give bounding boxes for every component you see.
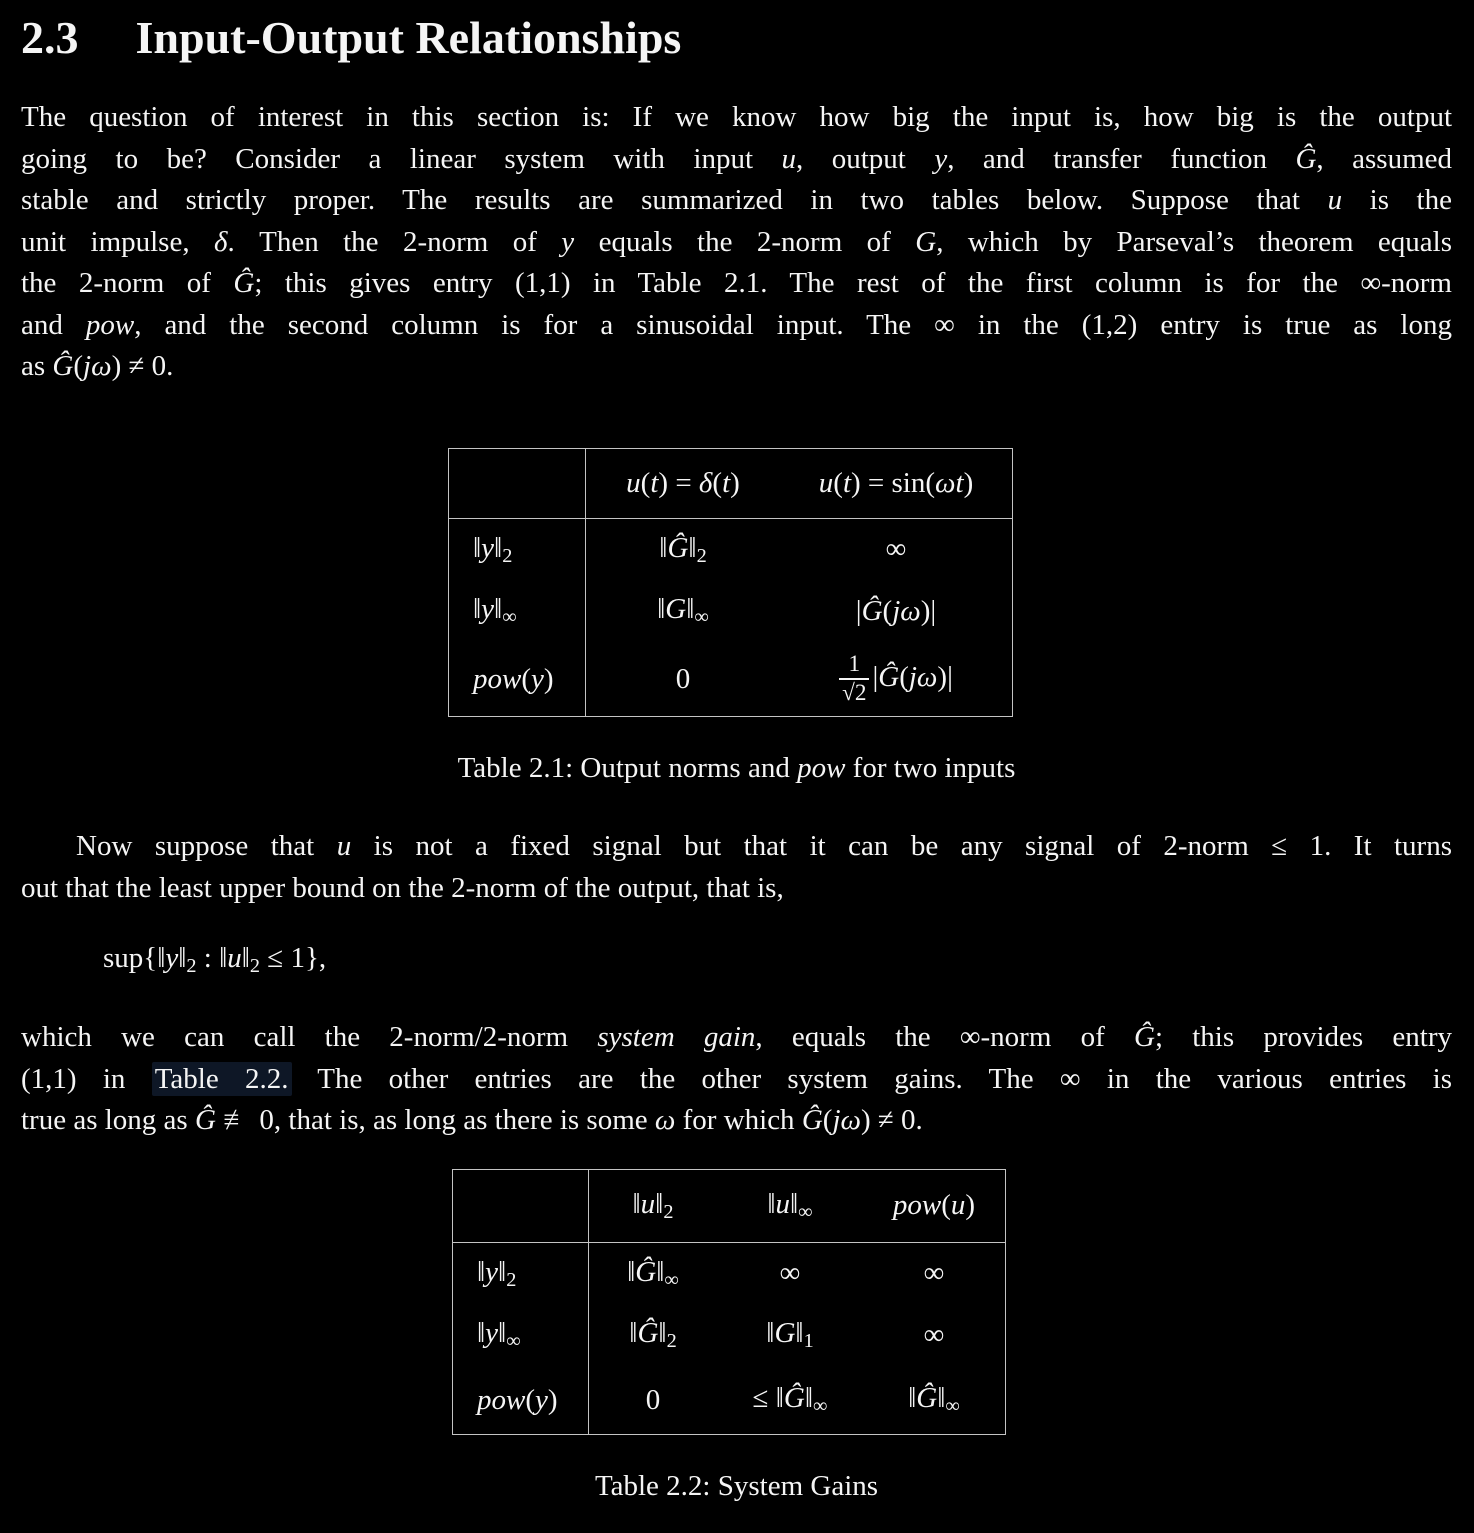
text-segment: 0	[645, 1383, 661, 1416]
text-segment: . Then the 2-norm of	[227, 225, 562, 258]
text-segment: (	[899, 660, 909, 693]
paragraph-line	[21, 305, 1452, 347]
text-segment: y	[535, 1383, 548, 1416]
section-title: Input-Output Relationships	[135, 12, 682, 63]
text-segment: t	[650, 466, 659, 499]
text-segment: ∞	[885, 533, 907, 566]
text-segment: pow	[892, 1189, 942, 1222]
text-segment: ≤ 1},	[260, 942, 327, 975]
text-segment: (	[521, 662, 532, 695]
text-segment: y	[531, 662, 544, 695]
table-2-1	[448, 448, 1013, 717]
table-row	[453, 1366, 1006, 1434]
text-segment: ‖	[494, 593, 503, 626]
text-segment: ‖	[473, 593, 482, 626]
text-segment: ‖	[804, 1382, 813, 1415]
text-segment: u	[950, 1189, 966, 1222]
text-segment: G	[665, 593, 687, 626]
text-segment: , equals the ∞-norm of	[755, 1021, 1134, 1054]
column-header	[780, 448, 1013, 518]
text-segment: ) =	[658, 466, 699, 499]
text-segment: ) ≠ 0.	[111, 350, 174, 383]
column-header	[589, 1169, 718, 1242]
paragraph-1	[21, 97, 1452, 388]
paragraph-line	[21, 868, 1452, 910]
text-segment: 2	[506, 1268, 517, 1291]
text-segment: The other entries are the other system gains. The ∞ in the various entries is	[291, 1062, 1453, 1095]
text-segment: Ĝ	[783, 1382, 805, 1415]
text-segment: for which	[675, 1104, 802, 1137]
paragraph-line	[21, 139, 1452, 181]
corner-cell	[449, 448, 586, 518]
text-segment: , and transfer function	[947, 142, 1296, 175]
text-segment: Ĝ	[878, 660, 900, 693]
text-segment: and	[21, 308, 86, 341]
text-segment: ‖	[494, 531, 503, 564]
text-segment: The question of interest in this section is: If we know how big the input is, how big is the output	[21, 101, 1452, 134]
text-segment: pow	[477, 1383, 526, 1416]
table-cell	[780, 580, 1013, 642]
text-segment: as	[21, 350, 53, 383]
text-segment: ‖	[477, 1255, 486, 1288]
table-cell	[586, 580, 781, 642]
text-segment: t	[722, 466, 731, 499]
text-segment: Ĝ	[635, 1255, 657, 1288]
text-segment: ‖	[767, 1187, 776, 1220]
text-segment: y	[481, 531, 495, 564]
text-segment: (	[525, 1383, 536, 1416]
text-segment: u	[775, 1187, 791, 1220]
text-segment: out that the least upper bound on the 2-norm of the output, that is,	[21, 871, 784, 904]
text-segment: is the	[1342, 184, 1452, 217]
text-segment: 2	[502, 544, 513, 567]
text-segment: ∞	[502, 606, 517, 629]
text-segment: jω	[832, 1104, 861, 1137]
text-segment: sup{‖	[103, 942, 166, 975]
paragraph-line	[21, 222, 1452, 264]
text-segment: ‖	[656, 1255, 665, 1288]
text-segment: G	[915, 225, 937, 258]
text-segment: system gain	[597, 1021, 756, 1054]
table-cell	[717, 1242, 863, 1304]
text-segment: ) ≠ 0.	[860, 1104, 923, 1137]
text-segment: Ĝ	[667, 531, 689, 564]
text-segment: δ	[698, 466, 713, 499]
text-segment: jω	[892, 594, 921, 627]
table-2-1-caption	[21, 748, 1452, 790]
text-segment: ≢ 0, that is, as long as there is some	[215, 1104, 655, 1137]
table-cell	[780, 642, 1013, 716]
text-segment: ‖	[686, 593, 695, 626]
text-segment: equals the 2-norm of	[574, 225, 916, 258]
text-segment: 0	[675, 662, 691, 695]
text-segment: pow	[797, 751, 846, 784]
text-segment: jω	[83, 350, 112, 383]
text-segment: pow	[473, 662, 522, 695]
table-cell	[780, 518, 1013, 580]
text-segment: ‖	[659, 531, 668, 564]
text-segment: u	[1327, 184, 1343, 217]
text-segment: (1,1) in	[21, 1062, 152, 1095]
text-segment: (	[640, 466, 651, 499]
text-segment: ; this gives entry (1,1) in Table 2.1. The rest of the first column is for the ∞-norm	[254, 267, 1452, 300]
text-segment: , which by Parseval’s theorem equals	[936, 225, 1453, 258]
text-segment: (	[882, 594, 893, 627]
text-segment: the 2-norm of	[21, 267, 234, 300]
text-segment: for two inputs	[845, 751, 1016, 784]
text-segment: ∞	[798, 1200, 813, 1223]
text-segment: Now suppose that	[76, 830, 337, 863]
table-cell	[863, 1242, 1006, 1304]
text-segment: )	[963, 466, 974, 499]
text-segment: ∞	[506, 1330, 521, 1353]
table-row	[449, 642, 1013, 716]
text-segment: Table 2.1: Output norms and	[457, 751, 798, 784]
text-segment: pow	[85, 308, 135, 341]
section-number: 2.3	[21, 12, 79, 63]
text-segment: u	[640, 1187, 656, 1220]
text-segment: stable and strictly proper. The results are summarized in two tables below. Suppose that	[21, 184, 1328, 217]
text-segment: ≤ ‖	[752, 1382, 784, 1415]
table-2-2-link[interactable]: Table 2.2.	[152, 1062, 292, 1096]
paragraph-line	[21, 97, 1452, 139]
text-segment: ‖	[688, 531, 697, 564]
table-cell	[586, 518, 781, 580]
row-label	[449, 518, 586, 580]
text-segment: (	[712, 466, 723, 499]
paragraph-3	[21, 1017, 1452, 1142]
text-segment: , assumed	[1316, 142, 1453, 175]
text-segment: (	[73, 350, 84, 383]
text-segment: (	[822, 1104, 833, 1137]
text-segment: 2	[666, 1330, 677, 1353]
text-segment: , output	[796, 142, 935, 175]
row-label	[453, 1304, 589, 1366]
paragraph-line	[21, 346, 1452, 388]
table-header-row	[449, 448, 1013, 518]
text-segment: ; this provides entry	[1154, 1021, 1453, 1054]
text-segment: 1	[803, 1330, 814, 1353]
paragraph-2	[21, 826, 1452, 909]
table-cell	[589, 1242, 718, 1304]
text-segment: Ĝ	[1133, 1021, 1155, 1054]
text-segment: y	[481, 593, 495, 626]
text-segment: unit impulse,	[21, 225, 214, 258]
text-segment: Ĝ	[801, 1104, 823, 1137]
text-segment: )	[547, 1383, 558, 1416]
text-segment: ‖	[477, 1317, 486, 1350]
row-label	[449, 580, 586, 642]
text-segment: u	[818, 466, 834, 499]
text-segment: y	[561, 225, 575, 258]
text-segment: ‖	[790, 1187, 799, 1220]
text-segment: ωt	[935, 466, 964, 499]
row-label	[453, 1366, 589, 1434]
text-segment: ‖	[908, 1382, 917, 1415]
text-segment: (	[941, 1189, 951, 1222]
text-segment: δ	[214, 225, 228, 258]
text-segment: Ĝ	[1295, 142, 1317, 175]
fraction-denominator: √2	[839, 678, 869, 707]
document-page	[0, 14, 1474, 1507]
table-cell	[589, 1304, 718, 1366]
text-segment: Ĝ	[861, 594, 883, 627]
text-segment: ‖	[766, 1317, 775, 1350]
row-label	[453, 1242, 589, 1304]
paragraph-line	[21, 263, 1452, 305]
text-segment: Ĝ	[52, 350, 74, 383]
text-segment: |	[855, 594, 862, 627]
text-segment: ‖	[795, 1317, 804, 1350]
fraction	[839, 651, 869, 708]
text-segment: ‖	[632, 1187, 641, 1220]
text-segment: which we can call the 2-norm/2-norm	[21, 1021, 598, 1054]
text-segment: ∞	[812, 1395, 828, 1418]
text-segment: Ĝ	[194, 1104, 216, 1137]
text-segment: jω	[908, 660, 938, 693]
text-segment: going to be? Consider a linear system with input	[21, 142, 782, 175]
text-segment: G	[774, 1317, 796, 1350]
table-cell	[589, 1366, 718, 1434]
text-segment: ∞	[945, 1395, 960, 1418]
text-segment: )|	[920, 594, 937, 627]
text-segment: ‖	[629, 1317, 638, 1350]
text-segment: )|	[937, 660, 953, 693]
text-segment: ‖	[657, 593, 666, 626]
table-cell	[717, 1304, 863, 1366]
text-segment: ‖	[473, 531, 482, 564]
corner-cell	[453, 1169, 589, 1242]
table-2-2-caption	[21, 1466, 1452, 1508]
text-segment: is not a fixed signal but that it can be any signal of 2-norm ≤ 1. It turns	[351, 830, 1452, 863]
text-segment: ‖	[498, 1255, 507, 1288]
text-segment: 2	[696, 544, 707, 567]
paragraph-line	[21, 826, 1452, 868]
table-cell	[863, 1366, 1006, 1434]
paragraph-line	[21, 1017, 1452, 1059]
table-header-row	[453, 1169, 1006, 1242]
text-segment: ω	[654, 1104, 676, 1137]
text-segment: ‖	[937, 1382, 946, 1415]
section-heading	[21, 14, 1452, 62]
text-segment: ) = sin(	[851, 466, 936, 499]
text-segment: : ‖	[196, 942, 228, 975]
text-segment: ‖	[241, 942, 250, 975]
text-segment: ‖	[178, 942, 187, 975]
text-segment: Table 2.2: System Gains	[594, 1469, 879, 1502]
table-cell	[717, 1366, 863, 1434]
text-segment: ∞	[923, 1318, 945, 1351]
text-segment: t	[842, 466, 851, 499]
text-segment: y	[165, 942, 179, 975]
text-segment: true as long as	[21, 1104, 195, 1137]
text-segment: u	[781, 142, 796, 175]
column-header	[863, 1169, 1006, 1242]
text-segment: ‖	[655, 1187, 664, 1220]
text-segment: ∞	[779, 1257, 801, 1290]
paragraph-line	[21, 180, 1452, 222]
text-segment: Ĝ	[916, 1382, 938, 1415]
paragraph-line	[21, 1059, 1452, 1101]
paragraph-line	[21, 1100, 1452, 1142]
text-segment: u	[626, 466, 641, 499]
text-segment: , and the second column is for a sinusoidal input. The ∞ in the (1,2) entry is true as long	[134, 308, 1452, 341]
text-segment: |	[872, 660, 879, 693]
text-segment: y	[485, 1255, 499, 1288]
text-segment: Ĝ	[233, 267, 255, 300]
text-segment: y	[485, 1317, 499, 1350]
row-label	[449, 642, 586, 716]
table-row	[449, 580, 1013, 642]
table-row	[453, 1242, 1006, 1304]
table-2-1-wrapper	[448, 448, 1452, 717]
table-cell	[586, 642, 781, 716]
text-segment: 2	[663, 1200, 674, 1223]
text-segment: )	[543, 662, 554, 695]
sup-formula	[103, 937, 1452, 987]
text-segment: ∞	[694, 606, 709, 629]
table-row	[449, 518, 1013, 580]
text-segment: ‖	[498, 1317, 507, 1350]
table-cell	[863, 1304, 1006, 1366]
text-segment: ‖	[658, 1317, 667, 1350]
column-header	[586, 448, 781, 518]
text-segment: ‖	[627, 1255, 636, 1288]
column-header	[717, 1169, 863, 1242]
text-segment: 2	[249, 955, 261, 978]
fraction-numerator: 1	[848, 650, 861, 677]
table-2-2	[452, 1169, 1006, 1435]
text-segment: )	[730, 466, 740, 499]
text-segment: u	[336, 830, 352, 863]
text-segment: ∞	[923, 1257, 945, 1290]
table-row	[453, 1304, 1006, 1366]
text-segment: y	[934, 142, 948, 175]
text-segment: u	[227, 942, 242, 975]
text-segment: 2	[186, 955, 197, 978]
text-segment: )	[965, 1189, 976, 1222]
text-segment: ∞	[664, 1268, 679, 1291]
text-segment: (	[833, 466, 843, 499]
text-segment: Ĝ	[637, 1317, 659, 1350]
table-2-2-wrapper	[452, 1169, 1452, 1435]
